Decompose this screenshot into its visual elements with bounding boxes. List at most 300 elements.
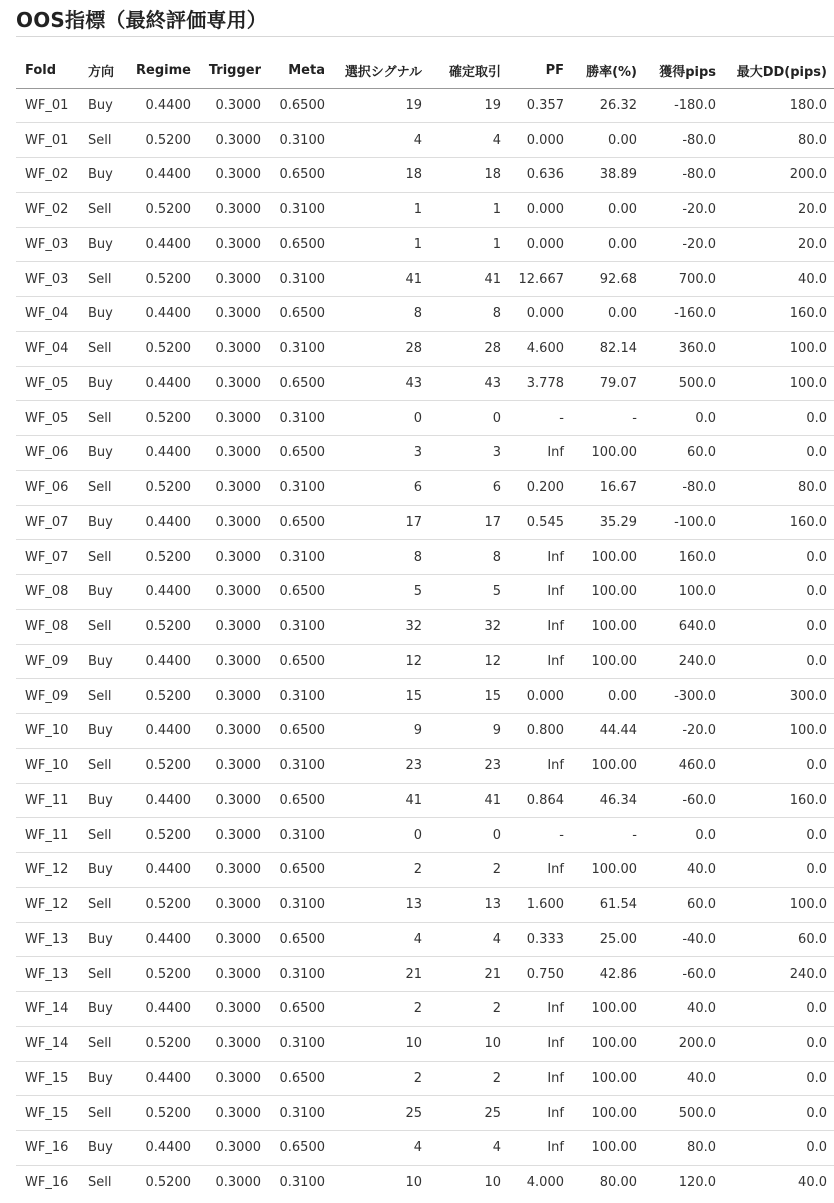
cell-trigger: 0.3000 (215, 1175, 261, 1191)
cell-meta: 0.6500 (268, 505, 332, 540)
table-row (16, 957, 834, 992)
table-row (16, 227, 834, 262)
cell-trades: 10 (484, 1175, 501, 1191)
cell-signals: 1 (332, 192, 429, 227)
table-row (16, 366, 834, 401)
cell-regime: 0.5200 (145, 1175, 191, 1191)
cell-fold: WF_01 (16, 88, 79, 123)
cell-meta: 0.3100 (268, 957, 332, 992)
cell-pf: 0.750 (508, 957, 571, 992)
cell-win-rate: 0.00 (571, 123, 644, 158)
cell-meta: 0.3100 (268, 748, 332, 783)
cell-direction: Buy (79, 992, 125, 1027)
cell-pf: 0.357 (508, 88, 571, 123)
cell-pf: 3.778 (508, 366, 571, 401)
cell-win-rate: - (571, 401, 644, 436)
cell-fold: WF_14 (16, 992, 79, 1027)
cell-fold: WF_04 (16, 331, 79, 366)
cell-regime: 0.4400 (125, 436, 198, 471)
cell-pf: 0.000 (508, 192, 571, 227)
cell-pips: 460.0 (644, 748, 723, 783)
cell-regime: 0.4400 (125, 575, 198, 610)
cell-pf: 4.600 (508, 331, 571, 366)
cell-trades: 2 (429, 1061, 508, 1096)
cell-pips: 700.0 (644, 262, 723, 297)
cell-regime: 0.4400 (125, 366, 198, 401)
cell-trades: 41 (429, 783, 508, 818)
table-row (16, 262, 834, 297)
cell-pf: Inf (508, 540, 571, 575)
cell-fold: WF_14 (16, 1026, 79, 1061)
cell-signals: 3 (332, 436, 429, 471)
cell-meta: 0.6500 (268, 436, 332, 471)
cell-pips: -180.0 (644, 88, 723, 123)
cell-win-rate: 100.00 (571, 436, 644, 471)
cell-trigger: 0.3000 (198, 366, 268, 401)
table-body (16, 88, 834, 1200)
cell-fold: WF_11 (16, 818, 79, 853)
cell-win-rate: 100.00 (571, 992, 644, 1027)
table-row (16, 88, 834, 123)
cell-max-dd: 0.0 (723, 609, 834, 644)
cell-regime: 0.4400 (125, 297, 198, 332)
cell-direction: Buy (79, 88, 125, 123)
cell-regime: 0.5200 (125, 957, 198, 992)
cell-signals: 15 (332, 679, 429, 714)
cell-win-rate: 100.00 (571, 1096, 644, 1131)
cell-meta: 0.6500 (268, 783, 332, 818)
cell-win-rate: 38.89 (571, 158, 644, 193)
cell-trigger: 0.3000 (198, 644, 268, 679)
cell-max-dd: 0.0 (723, 818, 834, 853)
cell-win-rate: 35.29 (571, 505, 644, 540)
cell-pf: 0.636 (508, 158, 571, 193)
cell-fold: WF_02 (16, 192, 79, 227)
cell-meta: 0.3100 (268, 1026, 332, 1061)
cell-pips: 500.0 (644, 1096, 723, 1131)
cell-trigger: 0.3000 (198, 609, 268, 644)
cell-regime: 0.5200 (125, 331, 198, 366)
cell-signals: 1 (332, 227, 429, 262)
cell-meta: 0.3100 (268, 818, 332, 853)
cell-trades: 0 (429, 818, 508, 853)
cell-win-rate: 0.00 (571, 192, 644, 227)
cell-trades: 12 (429, 644, 508, 679)
cell-trades: 13 (429, 887, 508, 922)
cell-direction: Sell (79, 540, 125, 575)
cell-signals: 10 (405, 1175, 422, 1191)
table-row (16, 297, 834, 332)
oos-metrics-table (16, 54, 834, 1200)
cell-signals: 25 (332, 1096, 429, 1131)
table-row (16, 470, 834, 505)
cell-win-rate: 26.32 (571, 88, 644, 123)
cell-signals: 8 (332, 297, 429, 332)
cell-pips: 360.0 (644, 331, 723, 366)
cell-pips: 160.0 (644, 540, 723, 575)
col-header-max-dd: 最大DD(pips) (723, 54, 834, 88)
cell-regime: 0.5200 (125, 887, 198, 922)
cell-fold: WF_07 (16, 540, 79, 575)
cell-win-rate: - (571, 818, 644, 853)
cell-signals: 4 (332, 1131, 429, 1166)
cell-regime: 0.5200 (125, 401, 198, 436)
cell-trigger: 0.3000 (198, 1096, 268, 1131)
col-header-trigger: Trigger (198, 54, 268, 88)
cell-regime: 0.5200 (125, 1096, 198, 1131)
cell-max-dd: 160.0 (723, 505, 834, 540)
cell-trigger: 0.3000 (198, 436, 268, 471)
cell-pips: -80.0 (644, 158, 723, 193)
cell-direction: Sell (88, 1175, 112, 1191)
cell-fold: WF_05 (16, 366, 79, 401)
cell-trigger: 0.3000 (198, 679, 268, 714)
cell-win-rate: 100.00 (571, 575, 644, 610)
table-row (16, 1096, 834, 1131)
cell-win-rate: 100.00 (571, 1026, 644, 1061)
cell-pf: Inf (508, 1131, 571, 1166)
cell-win-rate: 100.00 (571, 1131, 644, 1166)
cell-direction: Buy (79, 575, 125, 610)
cell-pf: 0.333 (508, 922, 571, 957)
cell-trigger: 0.3000 (198, 227, 268, 262)
cell-meta: 0.6500 (268, 88, 332, 123)
cell-trades: 2 (429, 853, 508, 888)
cell-trigger: 0.3000 (198, 297, 268, 332)
cell-signals: 9 (332, 714, 429, 749)
cell-trigger: 0.3000 (198, 748, 268, 783)
col-header-trades: 確定取引 (429, 54, 508, 88)
cell-regime: 0.5200 (125, 470, 198, 505)
cell-regime: 0.4400 (125, 88, 198, 123)
cell-fold: WF_02 (16, 158, 79, 193)
cell-pf: 0.200 (508, 470, 571, 505)
cell-direction: Buy (79, 644, 125, 679)
cell-regime: 0.4400 (125, 1061, 198, 1096)
cell-meta: 0.3100 (268, 401, 332, 436)
cell-signals: 19 (332, 88, 429, 123)
cell-pips: 80.0 (644, 1131, 723, 1166)
cell-direction: Sell (79, 331, 125, 366)
cell-trigger: 0.3000 (198, 1131, 268, 1166)
cell-pips: -40.0 (644, 922, 723, 957)
cell-meta: 0.6500 (268, 1131, 332, 1166)
cell-pf: Inf (508, 748, 571, 783)
cell-meta: 0.6500 (268, 297, 332, 332)
col-header-signals: 選択シグナル (332, 54, 429, 88)
cell-pf: - (508, 401, 571, 436)
cell-direction: Sell (79, 609, 125, 644)
cell-pips: 0.0 (644, 818, 723, 853)
table-row (16, 1061, 834, 1096)
table-row (16, 123, 834, 158)
cell-win-rate: 16.67 (571, 470, 644, 505)
cell-trigger: 0.3000 (198, 992, 268, 1027)
cell-max-dd: 0.0 (723, 748, 834, 783)
cell-pf: Inf (508, 575, 571, 610)
cell-regime: 0.5200 (125, 609, 198, 644)
table-row (16, 609, 834, 644)
cell-meta: 0.3100 (268, 887, 332, 922)
table-row (16, 540, 834, 575)
cell-meta: 0.3100 (279, 1175, 325, 1191)
cell-trades: 8 (429, 540, 508, 575)
cell-regime: 0.4400 (125, 644, 198, 679)
cell-signals: 2 (332, 1061, 429, 1096)
cell-direction: Sell (79, 1096, 125, 1131)
cell-regime: 0.5200 (125, 123, 198, 158)
table-row (16, 922, 834, 957)
cell-pips: 60.0 (644, 436, 723, 471)
cell-max-dd: 20.0 (723, 227, 834, 262)
cell-pips: -100.0 (644, 505, 723, 540)
table-row (16, 644, 834, 679)
cell-pips: -160.0 (644, 297, 723, 332)
cell-win-rate: 0.00 (571, 679, 644, 714)
table-row (16, 158, 834, 193)
cell-meta: 0.6500 (268, 922, 332, 957)
table-row (16, 192, 834, 227)
cell-trigger: 0.3000 (198, 88, 268, 123)
cell-max-dd: 300.0 (723, 679, 834, 714)
cell-trades: 9 (429, 714, 508, 749)
cell-meta: 0.6500 (268, 714, 332, 749)
cell-max-dd: 0.0 (723, 1026, 834, 1061)
cell-pf: - (508, 818, 571, 853)
cell-max-dd: 0.0 (723, 644, 834, 679)
cell-trades: 8 (429, 297, 508, 332)
cell-trades: 28 (429, 331, 508, 366)
col-header-win-rate: 勝率(%) (571, 54, 644, 88)
col-header-pf: PF (508, 54, 571, 88)
cell-fold: WF_10 (16, 714, 79, 749)
cell-direction: Sell (79, 192, 125, 227)
cell-meta: 0.6500 (268, 227, 332, 262)
cell-pips: -20.0 (644, 714, 723, 749)
cell-trades: 1 (429, 227, 508, 262)
cell-trigger: 0.3000 (198, 783, 268, 818)
table-row (16, 783, 834, 818)
cell-regime: 0.5200 (125, 262, 198, 297)
cell-pips: 200.0 (644, 1026, 723, 1061)
table-row (16, 714, 834, 749)
cell-pips: 100.0 (644, 575, 723, 610)
cell-fold: WF_04 (16, 297, 79, 332)
cell-win-rate: 82.14 (571, 331, 644, 366)
cell-trades: 4 (429, 922, 508, 957)
cell-meta: 0.3100 (268, 262, 332, 297)
cell-signals: 41 (332, 262, 429, 297)
cell-pf: 0.000 (508, 297, 571, 332)
cell-regime: 0.4400 (125, 992, 198, 1027)
cell-direction: Buy (79, 366, 125, 401)
cell-pips: 60.0 (644, 887, 723, 922)
cell-regime: 0.5200 (125, 192, 198, 227)
col-header-regime: Regime (125, 54, 198, 88)
cell-win-rate: 100.00 (571, 644, 644, 679)
cell-fold: WF_03 (16, 227, 79, 262)
cell-win-rate: 100.00 (571, 609, 644, 644)
cell-fold: WF_12 (16, 853, 79, 888)
table-header-row (16, 54, 834, 88)
cell-direction: Buy (79, 158, 125, 193)
cell-direction: Sell (79, 401, 125, 436)
table-row (16, 331, 834, 366)
cell-max-dd: 0.0 (723, 575, 834, 610)
cell-pips: 40.0 (644, 992, 723, 1027)
cell-pf: 0.000 (508, 123, 571, 158)
cell-max-dd: 0.0 (723, 1061, 834, 1096)
cell-trigger: 0.3000 (198, 505, 268, 540)
cell-trigger: 0.3000 (198, 818, 268, 853)
cell-signals: 32 (332, 609, 429, 644)
cell-pf: 0.800 (508, 714, 571, 749)
cell-trades: 17 (429, 505, 508, 540)
cell-pips: 40.0 (644, 1061, 723, 1096)
cell-direction: Sell (79, 470, 125, 505)
cell-fold: WF_09 (16, 644, 79, 679)
cell-pips: 40.0 (644, 853, 723, 888)
cell-max-dd: 100.0 (723, 714, 834, 749)
cell-direction: Sell (79, 748, 125, 783)
cell-fold: WF_07 (16, 505, 79, 540)
cell-pf: Inf (508, 1061, 571, 1096)
cell-regime: 0.5200 (125, 818, 198, 853)
cell-trades: 2 (429, 992, 508, 1027)
cell-max-dd: 0.0 (723, 992, 834, 1027)
cell-pips: -300.0 (644, 679, 723, 714)
cell-pf: Inf (508, 1096, 571, 1131)
cell-max-dd: 20.0 (723, 192, 834, 227)
table-row (16, 1026, 834, 1061)
cell-pf: Inf (508, 853, 571, 888)
cell-pf: Inf (508, 609, 571, 644)
cell-fold: WF_09 (16, 679, 79, 714)
cell-meta: 0.3100 (268, 331, 332, 366)
cell-pf: 0.545 (508, 505, 571, 540)
cell-signals: 41 (332, 783, 429, 818)
cell-meta: 0.3100 (268, 1096, 332, 1131)
cell-pf: 12.667 (508, 262, 571, 297)
cell-pf: 0.864 (508, 783, 571, 818)
cell-signals: 6 (332, 470, 429, 505)
cell-regime: 0.4400 (125, 853, 198, 888)
cell-trigger: 0.3000 (198, 922, 268, 957)
cell-max-dd: 0.0 (723, 401, 834, 436)
cell-meta: 0.6500 (268, 158, 332, 193)
cell-direction: Sell (79, 262, 125, 297)
cell-regime: 0.4400 (125, 922, 198, 957)
cell-trigger: 0.3000 (198, 192, 268, 227)
cell-max-dd: 180.0 (723, 88, 834, 123)
cell-max-dd: 100.0 (723, 331, 834, 366)
cell-fold: WF_15 (16, 1096, 79, 1131)
table-row (16, 679, 834, 714)
cell-fold: WF_08 (16, 609, 79, 644)
cell-trigger: 0.3000 (198, 262, 268, 297)
cell-trades: 43 (429, 366, 508, 401)
cell-pips: -20.0 (644, 227, 723, 262)
cell-pf: Inf (508, 644, 571, 679)
cell-meta: 0.3100 (268, 679, 332, 714)
cell-pips: 640.0 (644, 609, 723, 644)
cell-pf: 4.000 (526, 1175, 564, 1191)
cell-max-dd: 0.0 (723, 1131, 834, 1166)
table-row (16, 1131, 834, 1166)
cell-trigger: 0.3000 (198, 401, 268, 436)
cell-max-dd: 80.0 (723, 123, 834, 158)
cell-win-rate: 44.44 (571, 714, 644, 749)
cell-direction: Buy (79, 436, 125, 471)
cell-win-rate: 46.34 (571, 783, 644, 818)
cell-regime: 0.4400 (125, 505, 198, 540)
cell-fold: WF_16 (16, 1131, 79, 1166)
cell-trades: 25 (429, 1096, 508, 1131)
cell-trades: 15 (429, 679, 508, 714)
cell-max-dd: 0.0 (723, 540, 834, 575)
cell-trades: 6 (429, 470, 508, 505)
cell-trades: 0 (429, 401, 508, 436)
cell-trigger: 0.3000 (198, 123, 268, 158)
cell-trades: 23 (429, 748, 508, 783)
cell-fold: WF_06 (16, 436, 79, 471)
table-row (16, 887, 834, 922)
cell-max-dd: 100.0 (723, 366, 834, 401)
cell-direction: Sell (79, 887, 125, 922)
cell-pf: 0.000 (508, 679, 571, 714)
cell-max-dd: 40.0 (798, 1175, 827, 1191)
cell-win-rate: 0.00 (571, 227, 644, 262)
cell-regime: 0.5200 (125, 1026, 198, 1061)
cell-signals: 0 (332, 818, 429, 853)
cell-signals: 2 (332, 853, 429, 888)
cell-meta: 0.3100 (268, 540, 332, 575)
cell-trigger: 0.3000 (198, 853, 268, 888)
cell-direction: Buy (79, 227, 125, 262)
cell-meta: 0.6500 (268, 1061, 332, 1096)
cell-signals: 21 (332, 957, 429, 992)
cell-signals: 18 (332, 158, 429, 193)
cell-signals: 4 (332, 922, 429, 957)
cell-signals: 8 (332, 540, 429, 575)
cell-direction: Sell (79, 818, 125, 853)
table-row (16, 748, 834, 783)
cell-meta: 0.3100 (268, 123, 332, 158)
cell-trades: 4 (429, 1131, 508, 1166)
cell-pips: -80.0 (644, 123, 723, 158)
cell-direction: Buy (79, 1061, 125, 1096)
cell-pf: 1.600 (508, 887, 571, 922)
cell-signals: 17 (332, 505, 429, 540)
cell-trades: 18 (429, 158, 508, 193)
col-header-meta: Meta (268, 54, 332, 88)
cell-fold: WF_11 (16, 783, 79, 818)
cell-pips: 0.0 (644, 401, 723, 436)
cell-max-dd: 160.0 (723, 297, 834, 332)
cell-meta: 0.6500 (268, 992, 332, 1027)
table-row (16, 818, 834, 853)
cell-max-dd: 0.0 (723, 853, 834, 888)
cell-trigger: 0.3000 (198, 470, 268, 505)
cell-trades: 32 (429, 609, 508, 644)
cell-pips: 240.0 (644, 644, 723, 679)
cell-direction: Buy (79, 297, 125, 332)
cell-direction: Buy (79, 853, 125, 888)
table-row (16, 401, 834, 436)
cell-fold: WF_16 (25, 1175, 69, 1191)
cell-direction: Sell (79, 1026, 125, 1061)
cell-fold: WF_03 (16, 262, 79, 297)
